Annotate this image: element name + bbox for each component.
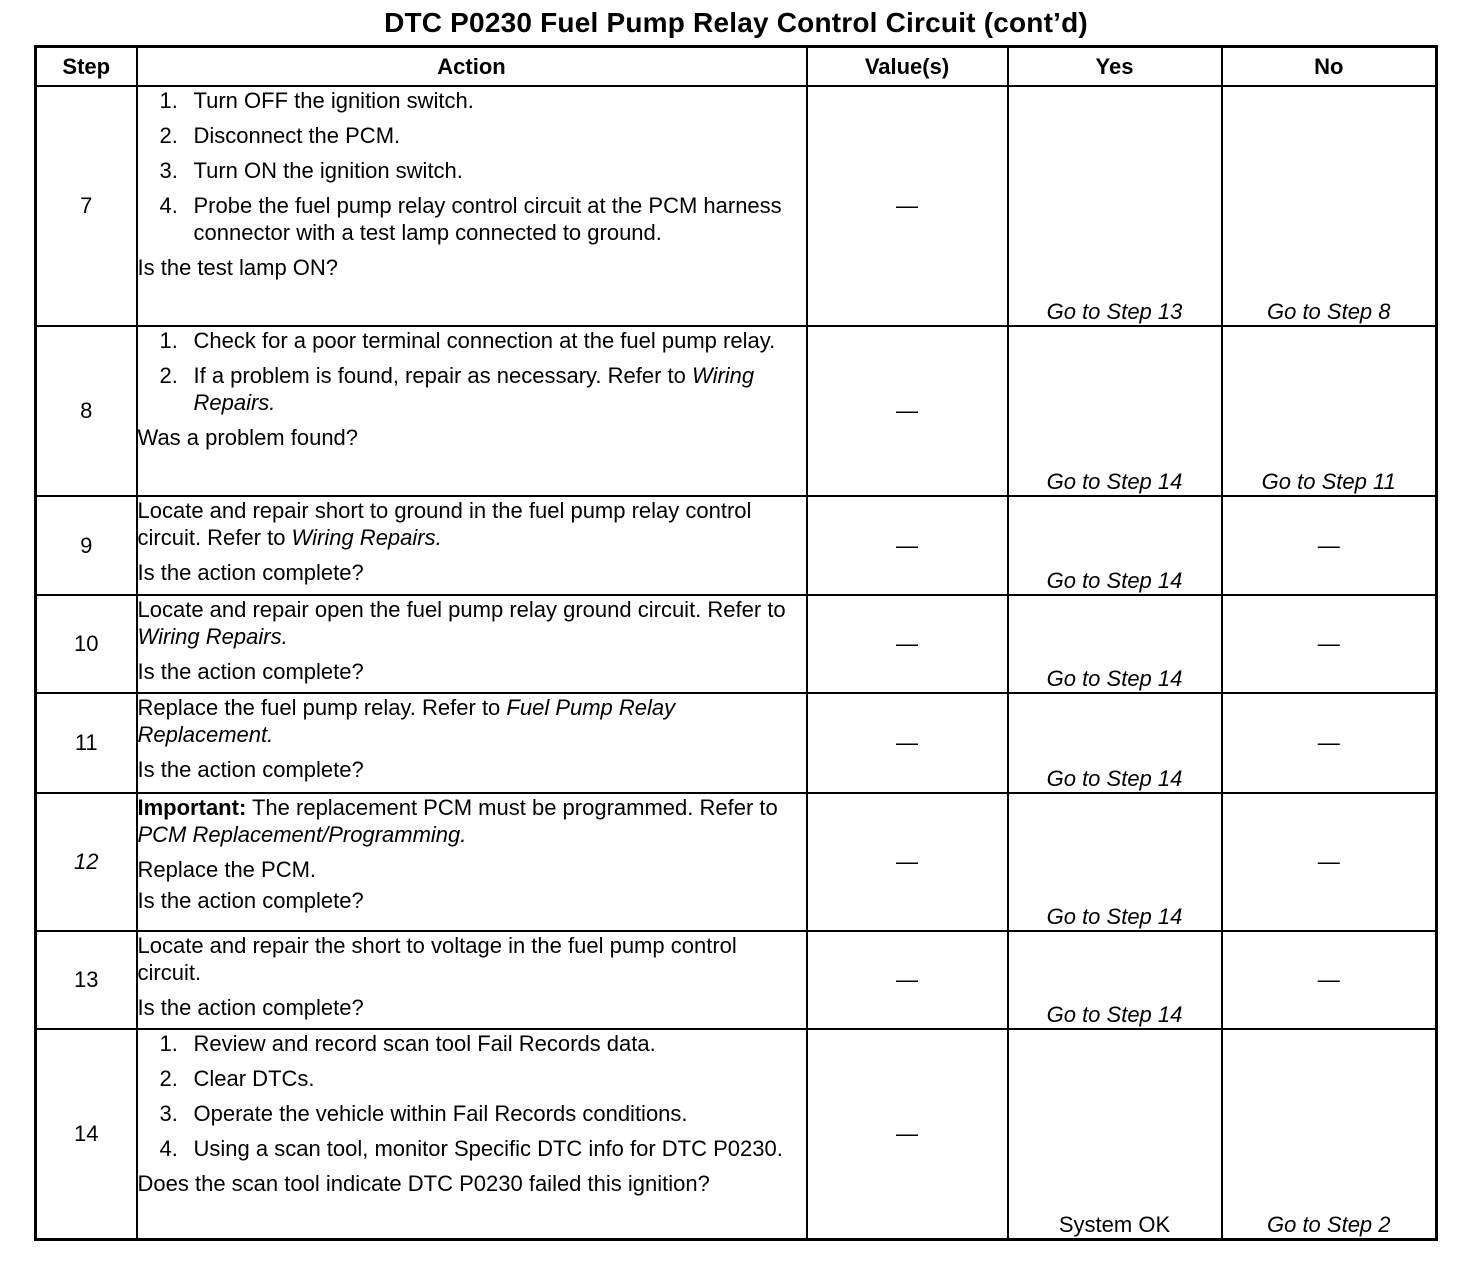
no-dash: — xyxy=(1317,967,1340,992)
no-result: Go to Step 2 xyxy=(1222,1029,1437,1239)
list-item xyxy=(138,1065,806,1092)
list-item-text: Clear DTCs. xyxy=(193,1066,315,1091)
column-header-action: Action xyxy=(137,47,807,87)
value-dash: — xyxy=(896,631,918,656)
action-text xyxy=(138,794,806,848)
action-cell xyxy=(137,595,807,693)
action-question: Is the action complete? xyxy=(137,888,364,913)
value-cell xyxy=(807,793,1008,931)
value-dash: — xyxy=(896,967,918,992)
action-cell xyxy=(137,496,807,595)
list-item xyxy=(138,157,806,184)
value-cell xyxy=(807,931,1008,1029)
step-number: 11 xyxy=(36,693,137,793)
table-row xyxy=(36,326,1437,496)
list-item-number: 3. xyxy=(159,158,178,183)
yes-result: Go to Step 13 xyxy=(1008,86,1222,326)
page-title: DTC P0230 Fuel Pump Relay Control Circuit (cont’d) xyxy=(384,7,1088,38)
list-item-text: Using a scan tool, monitor Specific DTC info for DTC P0230. xyxy=(193,1136,783,1161)
list-item-text: Check for a poor terminal connection at the fuel pump relay. xyxy=(193,328,776,353)
reference-link: Wiring Repairs. xyxy=(193,363,755,415)
no-dash: — xyxy=(1317,730,1340,755)
diagnostic-table xyxy=(34,45,1438,1241)
list-item xyxy=(138,1135,806,1162)
table-row xyxy=(36,595,1437,693)
list-item xyxy=(138,1100,806,1127)
table-row xyxy=(36,86,1437,326)
no-result xyxy=(1222,496,1437,595)
action-question: Is the action complete? xyxy=(137,995,364,1020)
list-item-number: 1. xyxy=(159,328,178,353)
list-item-number: 4. xyxy=(159,1136,178,1161)
action-text xyxy=(138,497,806,551)
step-number: 13 xyxy=(36,931,137,1029)
value-cell xyxy=(807,326,1008,496)
action-text-secondary: Replace the PCM. xyxy=(137,857,317,882)
list-item xyxy=(138,87,806,114)
list-item xyxy=(138,122,806,149)
reference-link: Fuel Pump Relay Replacement. xyxy=(137,695,676,747)
value-cell xyxy=(807,595,1008,693)
value-cell xyxy=(807,1029,1008,1239)
list-item-text: Probe the fuel pump relay control circuit at the PCM harness connector with a test lamp connected to ground. xyxy=(193,193,782,245)
action-text-body: Locate and repair short to ground in the fuel pump relay control circuit. Refer to xyxy=(137,498,752,550)
list-item xyxy=(138,362,806,416)
action-text-body: The replacement PCM must be programmed. Refer to xyxy=(246,795,778,820)
action-text: Locate and repair the short to voltage in the fuel pump control circuit. xyxy=(137,933,737,985)
action-cell xyxy=(137,693,807,793)
action-steps-list xyxy=(138,327,806,416)
action-steps-list xyxy=(138,1030,806,1162)
no-result xyxy=(1222,931,1437,1029)
step-number: 14 xyxy=(36,1029,137,1239)
list-item-number: 3. xyxy=(159,1101,178,1126)
step-number: 7 xyxy=(36,86,137,326)
no-dash: — xyxy=(1317,849,1340,874)
list-item xyxy=(138,1030,806,1057)
action-cell xyxy=(137,1029,807,1239)
yes-result: Go to Step 14 xyxy=(1008,595,1222,693)
value-dash: — xyxy=(896,730,918,755)
step-number: 10 xyxy=(36,595,137,693)
value-dash: — xyxy=(896,532,918,558)
action-text-body: Locate and repair open the fuel pump relay ground circuit. Refer to xyxy=(137,597,786,622)
reference-link: Wiring Repairs. xyxy=(137,624,288,649)
action-cell xyxy=(137,931,807,1029)
value-dash: — xyxy=(896,193,918,218)
list-item xyxy=(138,192,806,246)
action-cell xyxy=(137,793,807,931)
step-number: 9 xyxy=(36,496,137,595)
no-result: Go to Step 11 xyxy=(1222,326,1437,496)
value-dash: — xyxy=(896,849,918,874)
step-number: 12 xyxy=(36,793,137,931)
action-question: Was a problem found? xyxy=(137,425,359,450)
table-row xyxy=(36,693,1437,793)
list-item xyxy=(138,327,806,354)
action-question: Is the action complete? xyxy=(137,757,364,782)
action-steps-list xyxy=(138,87,806,246)
header-row xyxy=(36,47,1437,87)
table-row xyxy=(36,496,1437,595)
reference-link: Wiring Repairs. xyxy=(291,525,442,550)
no-result xyxy=(1222,693,1437,793)
no-result: Go to Step 8 xyxy=(1222,86,1437,326)
value-cell xyxy=(807,86,1008,326)
step-number: 8 xyxy=(36,326,137,496)
action-question: Does the scan tool indicate DTC P0230 failed this ignition? xyxy=(137,1171,710,1196)
column-header-values: Value(s) xyxy=(807,47,1008,87)
action-text xyxy=(138,694,806,748)
list-item-number: 2. xyxy=(159,363,178,388)
yes-result: Go to Step 14 xyxy=(1008,693,1222,793)
reference-link: PCM Replacement/Programming. xyxy=(137,822,467,847)
important-label: Important: xyxy=(137,795,247,820)
list-item-text: Turn OFF the ignition switch. xyxy=(193,88,474,113)
no-dash: — xyxy=(1317,631,1340,656)
action-question: Is the action complete? xyxy=(137,659,364,684)
value-dash: — xyxy=(896,1120,918,1146)
list-item-text: Turn ON the ignition switch. xyxy=(193,158,463,183)
yes-result: Go to Step 14 xyxy=(1008,496,1222,595)
column-header-yes: Yes xyxy=(1008,47,1222,87)
action-question: Is the test lamp ON? xyxy=(137,255,339,280)
value-dash: — xyxy=(896,398,918,423)
table-row xyxy=(36,1029,1437,1239)
value-cell xyxy=(807,693,1008,793)
column-header-step: Step xyxy=(36,47,137,87)
list-item-number: 4. xyxy=(159,193,178,218)
value-cell xyxy=(807,496,1008,595)
yes-result: Go to Step 14 xyxy=(1008,793,1222,931)
yes-result: Go to Step 14 xyxy=(1008,931,1222,1029)
no-dash: — xyxy=(1317,532,1340,558)
action-text xyxy=(138,596,806,650)
list-item-text: Review and record scan tool Fail Records data. xyxy=(193,1031,656,1056)
list-item-number: 2. xyxy=(159,1066,178,1091)
action-question: Is the action complete? xyxy=(137,560,364,585)
yes-result: Go to Step 14 xyxy=(1008,326,1222,496)
list-item-text: Operate the vehicle within Fail Records conditions. xyxy=(193,1101,688,1126)
action-cell xyxy=(137,326,807,496)
action-cell xyxy=(137,86,807,326)
yes-result: System OK xyxy=(1008,1029,1222,1239)
list-item-number: 1. xyxy=(159,88,178,113)
column-header-no: No xyxy=(1222,47,1437,87)
action-text-body: Replace the fuel pump relay. Refer to xyxy=(137,695,507,720)
table-row xyxy=(36,793,1437,931)
list-item-text: If a problem is found, repair as necessary. Refer to xyxy=(193,363,692,388)
list-item-number: 2. xyxy=(159,123,178,148)
list-item-text: Disconnect the PCM. xyxy=(193,123,401,148)
no-result xyxy=(1222,595,1437,693)
list-item-number: 1. xyxy=(159,1031,178,1056)
no-result xyxy=(1222,793,1437,931)
table-row xyxy=(36,931,1437,1029)
